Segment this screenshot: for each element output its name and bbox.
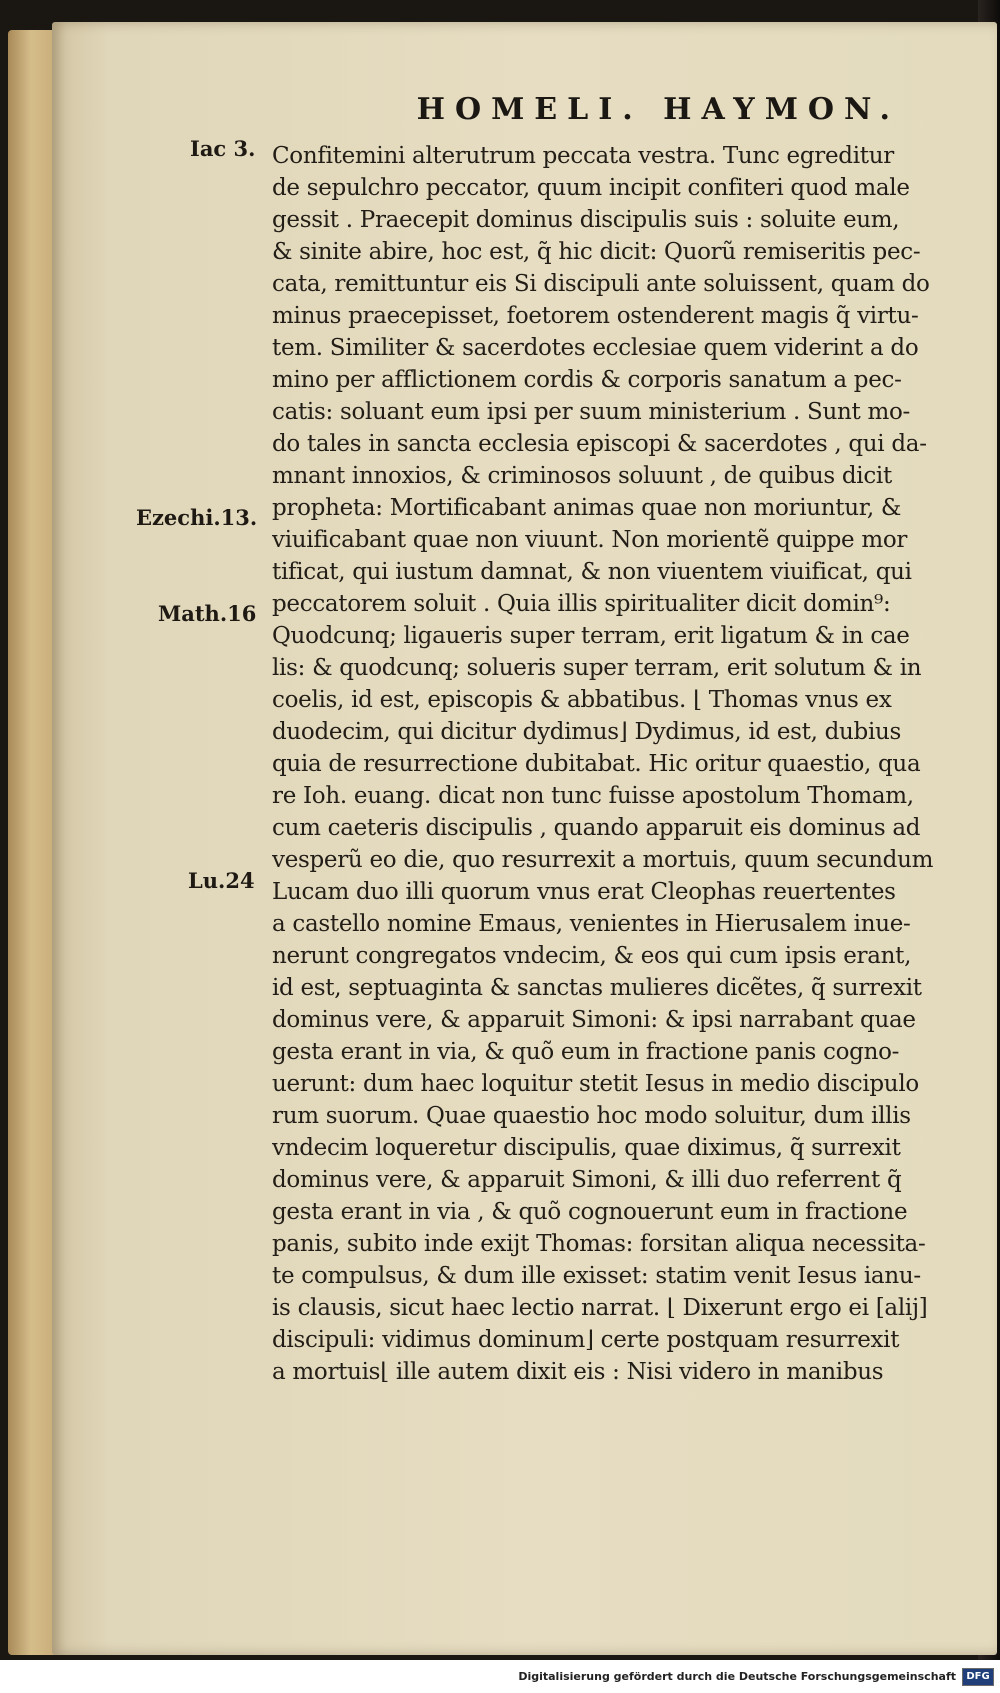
margin-note-matthew: Math.16 xyxy=(158,601,257,626)
text-line: re Ioh. euang. dicat non tunc fuisse apostolum Thomam, xyxy=(272,783,914,809)
text-line: vndecim loqueretur discipulis, quae diximus, q̃ surrexit xyxy=(272,1135,901,1161)
text-line: panis, subito inde exijt Thomas: forsitan aliqua necessita- xyxy=(272,1231,926,1257)
text-line: te compulsus, & dum ille exisset: statim venit Iesus ianu- xyxy=(272,1263,921,1289)
margin-note-luke: Lu.24 xyxy=(188,868,255,893)
text-line: Quodcunq; ligaueris super terram, erit ligatum & in cae xyxy=(272,623,910,649)
text-line: do tales in sancta ecclesia episcopi & sacerdotes , qui da- xyxy=(272,431,927,457)
text-line: tem. Similiter & sacerdotes ecclesiae quem viderint a do xyxy=(272,335,919,361)
text-line: gesta erant in via, & quõ eum in fractione panis cogno- xyxy=(272,1039,900,1065)
text-line: cum caeteris discipulis , quando apparuit eis dominus ad xyxy=(272,815,921,841)
text-line: minus praecepisset, foetorem ostenderent magis q̃ virtu- xyxy=(272,303,919,329)
footer-bar xyxy=(0,1662,1000,1693)
text-line: uerunt: dum haec loquitur stetit Iesus in medio discipulo xyxy=(272,1071,919,1097)
text-line: cata, remittuntur eis Si discipuli ante soluissent, quam do xyxy=(272,271,930,297)
margin-note-iac: Iac 3. xyxy=(190,136,256,161)
text-line: viuificabant quae non viuunt. Non morientẽ quippe mor xyxy=(272,527,908,553)
running-head: HOMELI. HAYMON. xyxy=(416,92,900,127)
text-line: mino per afflictionem cordis & corporis sanatum a pec- xyxy=(272,367,902,393)
funding-credit: Digitalisierung gefördert durch die Deutsche Forschungsgemeinschaft xyxy=(518,1670,956,1683)
text-line: gesta erant in via , & quõ cognouerunt eum in fractione xyxy=(272,1199,908,1225)
text-line: lis: & quodcunq; solueris super terram, erit solutum & in xyxy=(272,655,922,681)
text-line: duodecim, qui dicitur dydimus⌋ Dydimus, id est, dubius xyxy=(272,719,902,745)
text-line: dominus vere, & apparuit Simoni: & ipsi narrabant quae xyxy=(272,1007,916,1033)
text-line: a mortuis⌊ ille autem dixit eis : Nisi videro in manibus xyxy=(272,1359,884,1385)
text-line: id est, septuaginta & sanctas mulieres dicẽtes, q̃ surrexit xyxy=(272,975,922,1001)
text-line: is clausis, sicut haec lectio narrat. ⌊ Dixerunt ergo ei [alij] xyxy=(272,1295,928,1321)
text-line: Confitemini alterutrum peccata vestra. Tunc egreditur xyxy=(272,143,894,169)
text-line: quia de resurrectione dubitabat. Hic oritur quaestio, qua xyxy=(272,751,921,777)
text-line: & sinite abire, hoc est, q̃ hic dicit: Quorũ remiseritis pec- xyxy=(272,239,921,265)
text-line: tificat, qui iustum damnat, & non viuentem viuificat, qui xyxy=(272,559,912,585)
body-text xyxy=(272,140,982,1388)
text-line: vesperũ eo die, quo resurrexit a mortuis, quum secundum xyxy=(272,847,934,873)
text-line: propheta: Mortificabant animas quae non moriuntur, & xyxy=(272,495,902,521)
text-line: dominus vere, & apparuit Simoni, & illi duo referrent q̃ xyxy=(272,1167,902,1193)
text-line: catis: soluant eum ipsi per suum ministerium . Sunt mo- xyxy=(272,399,911,425)
text-line: de sepulchro peccator, quum incipit confiteri quod male xyxy=(272,175,910,201)
margin-note-ezechiel: Ezechi.13. xyxy=(136,505,258,530)
text-line: gessit . Praecepit dominus discipulis suis : soluite eum, xyxy=(272,207,900,233)
text-line: a castello nomine Emaus, venientes in Hierusalem inue- xyxy=(272,911,911,937)
text-line: mnant innoxios, & criminosos soluunt , de quibus dicit xyxy=(272,463,892,489)
text-line: rum suorum. Quae quaestio hoc modo soluitur, dum illis xyxy=(272,1103,911,1129)
text-line: coelis, id est, episcopis & abbatibus. ⌊ Thomas vnus ex xyxy=(272,687,892,713)
text-line: nerunt congregatos vndecim, & eos qui cum ipsis erant, xyxy=(272,943,912,969)
text-line: peccatorem soluit . Quia illis spiritualiter dicit domin⁹: xyxy=(272,591,891,617)
text-line: Lucam duo illi quorum vnus erat Cleophas reuertentes xyxy=(272,879,896,905)
dfg-logo-icon: DFG xyxy=(962,1668,994,1686)
text-line: discipuli: vidimus dominum⌋ certe postquam resurrexit xyxy=(272,1327,900,1353)
